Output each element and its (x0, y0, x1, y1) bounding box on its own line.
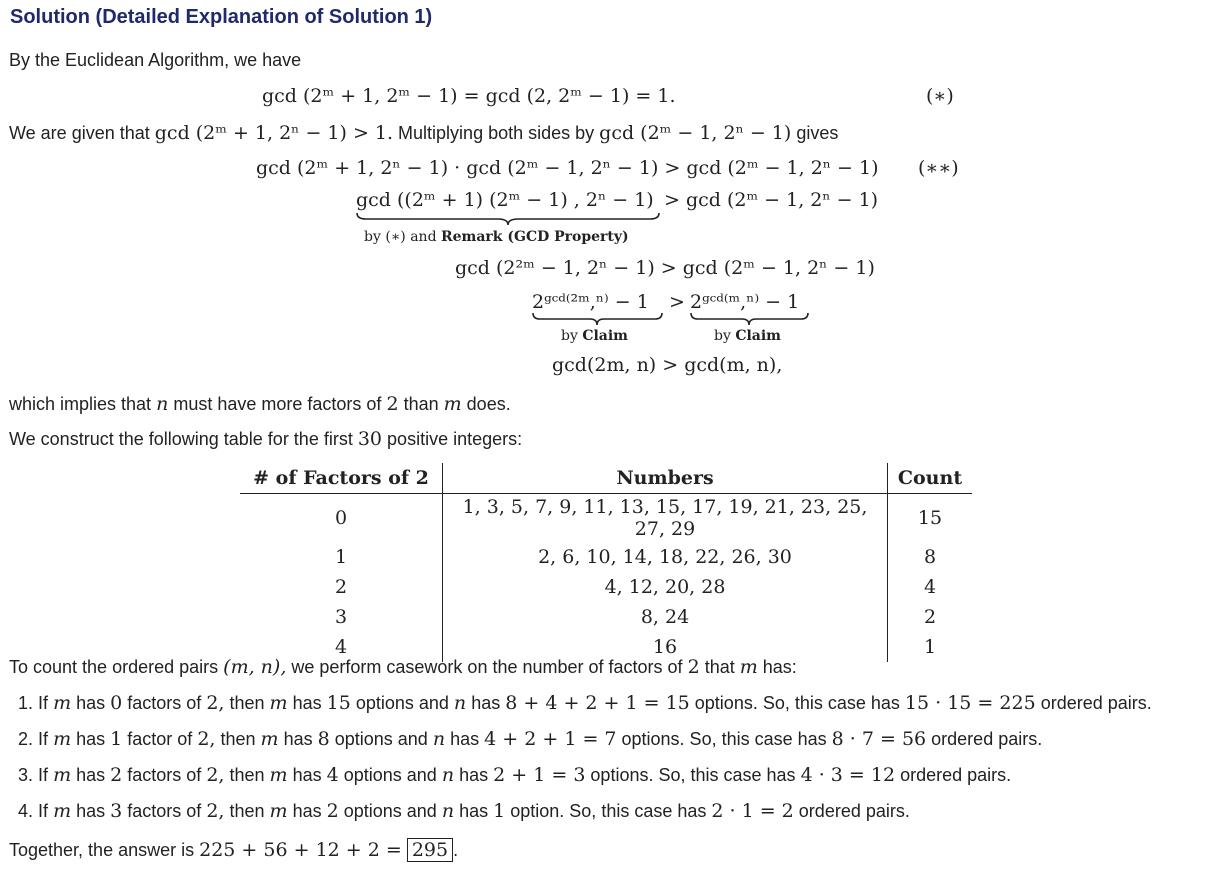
text: has (292, 801, 322, 821)
table-cell: 2 (334, 576, 348, 598)
text: ordered pairs. (900, 765, 1012, 785)
var-n: n (441, 800, 455, 822)
equation-5-lhs: 2ᵍᶜᵈ⁽²ᵐ,ⁿ⁾ − 1 (532, 291, 649, 313)
text: Together, the answer is (9, 840, 195, 860)
final-line (9, 839, 458, 861)
expr: 8 + 4 + 2 + 1 = 15 (505, 692, 690, 714)
text: options and (355, 693, 449, 713)
num-30: 30 (357, 428, 383, 450)
var-n: n (453, 692, 467, 714)
var-m: m (443, 393, 462, 415)
note-prefix: by (∗) and (364, 229, 437, 245)
text: has (292, 693, 322, 713)
given-expr: gcd (2ᵐ + 1, 2ⁿ − 1) > 1. (154, 122, 394, 144)
text: factors of (127, 693, 202, 713)
given-line (9, 122, 838, 144)
given-prefix: We are given that (9, 123, 150, 143)
count-line (9, 656, 797, 678)
text: has (450, 729, 480, 749)
expr: 8 · 7 = 56 (831, 728, 927, 750)
text: has: (762, 657, 797, 677)
note-claim: Claim (735, 328, 781, 344)
text: has (76, 801, 106, 821)
table-cell: 3 (334, 606, 348, 628)
text: If (38, 729, 49, 749)
solution-title: Solution (Detailed Explanation of Solution 1) (10, 6, 433, 28)
list-number: 3. (18, 765, 34, 785)
table-row (240, 602, 972, 632)
text: has (292, 765, 322, 785)
text: If (38, 801, 49, 821)
brace-note-5-left (561, 328, 628, 344)
num-two: 2 (687, 656, 700, 678)
equation-2-tag: (∗∗) (918, 157, 959, 179)
case-item-1 (18, 692, 1152, 714)
final-expr: 225 + 56 + 12 + 2 = (199, 839, 402, 861)
var-m: m (739, 656, 758, 678)
header-numbers: Numbers (443, 463, 888, 494)
text: which implies that (9, 394, 152, 414)
note-remark: Remark (GCD Property) (441, 229, 629, 245)
var-m: m (53, 692, 72, 714)
table-cell: 2, 6, 10, 14, 18, 22, 26, 30 (443, 542, 888, 572)
num: 2, (197, 728, 216, 750)
var-m: m (269, 800, 288, 822)
list-number: 2. (18, 729, 34, 749)
table-cell: 1 (334, 546, 348, 568)
text: has (76, 693, 106, 713)
num: 15 (326, 692, 351, 714)
text: then (229, 801, 265, 821)
table-cell: 4 (888, 572, 973, 602)
var-n: n (432, 728, 446, 750)
equation-5-op: > (669, 291, 685, 313)
var-m: m (53, 800, 72, 822)
table-cell: 2 (888, 602, 973, 632)
table-row (240, 494, 972, 543)
header-factors: # of Factors of 2 (240, 463, 443, 494)
num: 0 (110, 692, 123, 714)
text: does. (466, 394, 511, 414)
text: factor of (127, 729, 193, 749)
text: factors of (127, 765, 202, 785)
note-claim: Claim (582, 328, 628, 344)
text: ordered pairs. (1040, 693, 1152, 713)
num: 2 (326, 800, 339, 822)
text: We construct the following table for the first (9, 429, 353, 449)
given-mid: Multiplying both sides by (398, 123, 595, 143)
expr: 1 (493, 800, 506, 822)
text: To count the ordered pairs (9, 657, 219, 677)
brace-note-3 (364, 229, 629, 245)
num: 8 (317, 728, 330, 750)
text: ordered pairs. (798, 801, 910, 821)
text: If (38, 693, 49, 713)
text: positive integers: (387, 429, 523, 449)
text: options and (343, 801, 437, 821)
table-cell: 16 (443, 632, 888, 662)
text: has (76, 729, 106, 749)
text: then (229, 693, 265, 713)
var-m: m (260, 728, 279, 750)
expr: 15 · 15 = 225 (904, 692, 1036, 714)
table-header-row (240, 463, 972, 494)
num-two: 2 (386, 393, 399, 415)
text: must have more factors of (173, 394, 382, 414)
num: 1 (110, 728, 123, 750)
brace-note-5-right (714, 328, 781, 344)
table-cell: 1, 3, 5, 7, 9, 11, 13, 15, 17, 19, 21, 23, 25, 27, 29 (443, 494, 888, 543)
list-number: 4. (18, 801, 34, 821)
implies-line (9, 393, 511, 415)
num: 4 (326, 764, 339, 786)
table-cell: 1 (888, 632, 973, 662)
table-cell: 0 (334, 507, 348, 529)
text: options. So, this case has (621, 729, 827, 749)
text: . (453, 840, 459, 860)
text: option. So, this case has (510, 801, 707, 821)
case-item-3 (18, 764, 1011, 786)
underbrace-3 (356, 212, 660, 226)
equation-6: gcd(2m, n) > gcd(m, n), (552, 354, 783, 376)
text: has (283, 729, 313, 749)
equation-2: gcd (2ᵐ + 1, 2ⁿ − 1) · gcd (2ᵐ − 1, 2ⁿ − 1) > gcd (2ᵐ − 1, 2ⁿ − 1) (256, 157, 879, 179)
table-row (240, 542, 972, 572)
num: 2, (206, 692, 225, 714)
text: ordered pairs. (931, 729, 1043, 749)
table-cell: 8, 24 (443, 602, 888, 632)
text: has (76, 765, 106, 785)
given-suffix: gives (796, 123, 839, 143)
num: 2, (206, 764, 225, 786)
text: then (229, 765, 265, 785)
table-cell: 4, 12, 20, 28 (443, 572, 888, 602)
header-count: Count (888, 463, 973, 494)
text: options and (343, 765, 437, 785)
text: we perform casework on the number of factors of (291, 657, 683, 677)
var-m: m (269, 692, 288, 714)
var-m: m (269, 764, 288, 786)
text: has (471, 693, 501, 713)
final-answer-box: 295 (407, 838, 453, 862)
note-prefix: by (714, 328, 731, 344)
equation-1-tag: (∗) (926, 85, 954, 107)
text: than (403, 394, 439, 414)
expr: 2 + 1 = 3 (493, 764, 586, 786)
note-prefix: by (561, 328, 578, 344)
construct-line (9, 428, 522, 450)
num: 2 (110, 764, 123, 786)
expr: 4 · 3 = 12 (800, 764, 896, 786)
text: factors of (127, 801, 202, 821)
case-item-4 (18, 800, 910, 822)
var-m: m (53, 728, 72, 750)
table-row (240, 572, 972, 602)
expr: 2 · 1 = 2 (711, 800, 794, 822)
underbrace-5-right (690, 312, 810, 326)
equation-4: gcd (2²ᵐ − 1, 2ⁿ − 1) > gcd (2ᵐ − 1, 2ⁿ − 1) (455, 257, 875, 279)
underbrace-5-left (532, 312, 664, 326)
list-number: 1. (18, 693, 34, 713)
num: 2, (206, 800, 225, 822)
var-n: n (441, 764, 455, 786)
table-cell: 8 (888, 542, 973, 572)
equation-1: gcd (2ᵐ + 1, 2ᵐ − 1) = gcd (2, 2ᵐ − 1) = 1. (262, 85, 676, 107)
pair-mn: (m, n), (223, 656, 287, 678)
num: 3 (110, 800, 123, 822)
text: then (220, 729, 256, 749)
expr: 4 + 2 + 1 = 7 (484, 728, 617, 750)
var-m: m (53, 764, 72, 786)
text: options. So, this case has (590, 765, 796, 785)
table-cell: 4 (334, 636, 348, 658)
var-n: n (156, 393, 169, 415)
text: options and (334, 729, 428, 749)
equation-3-rhs: > gcd (2ᵐ − 1, 2ⁿ − 1) (664, 189, 879, 211)
text: has (459, 765, 489, 785)
text: If (38, 765, 49, 785)
text: options. So, this case has (694, 693, 900, 713)
case-item-2 (18, 728, 1042, 750)
text: has (459, 801, 489, 821)
intro-text: By the Euclidean Algorithm, we have (9, 50, 302, 70)
text: that (704, 657, 735, 677)
equation-5-rhs: 2ᵍᶜᵈ⁽ᵐ,ⁿ⁾ − 1 (690, 291, 800, 313)
factors-table (240, 463, 972, 662)
given-expr2: gcd (2ᵐ − 1, 2ⁿ − 1) (599, 122, 792, 144)
equation-3-lhs: gcd ((2ᵐ + 1) (2ᵐ − 1) , 2ⁿ − 1) (356, 189, 654, 211)
table-cell: 15 (888, 494, 973, 543)
